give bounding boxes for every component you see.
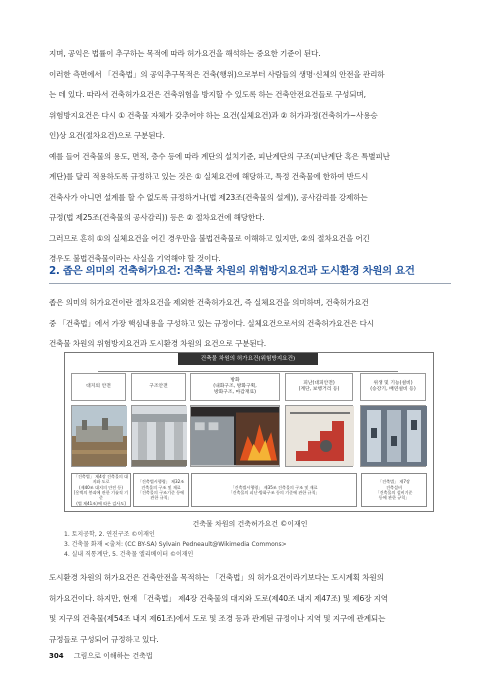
page-number: 304 bbox=[49, 652, 64, 660]
figure-column-facilities bbox=[360, 373, 426, 467]
text-line: 경우도 불법건축물이라는 사실을 기억해야 할 것이다. bbox=[49, 254, 221, 263]
credit-line: 1. 토지공학, 2. 연진구조 ©이재인 bbox=[64, 531, 155, 538]
column-label: 방화 (내화구조, 방화구획, 방화구조, 마감재료) bbox=[190, 373, 280, 401]
photo-structure-frame bbox=[131, 405, 186, 467]
text-line: 는 데 있다. 따라서 건축허가요건은 건축위험을 방지할 수 있도록 하는 건축안전요건들로 구성되며, bbox=[49, 90, 366, 99]
text-line: 중 「건축법」에서 가장 핵심내용을 구성하고 있는 규정이다. 실체요건으로서의 건축허가요건은 다시 bbox=[49, 318, 374, 328]
credit-line: 4. 실내 직통계단, 5. 건축물 엘리베이터 ©이재인 bbox=[64, 551, 194, 559]
text-line: 도시환경 차원의 허가요건은 건축안전을 목적하는 「건축법」의 허가요건이라기보다는 도시계획 차원의 bbox=[49, 573, 384, 582]
text-line: 규정(법 제25조(건축물의 공사감리)) 등은 ② 절차요건에 해당한다. bbox=[49, 213, 265, 222]
photo-site-retaining-wall bbox=[71, 405, 126, 467]
credit-line: 3. 건축물 화재 <출처: (CC BY-SA) Sylvain Pedneault@Wikimedia Commons> bbox=[64, 541, 287, 549]
photo-building-fire bbox=[190, 405, 280, 467]
heading-divider bbox=[49, 283, 451, 284]
text-line: 그러므로 흔히 ①의 실체요건을 어긴 경우만을 불법건축물로 이해하고 있지만, ②의 절차요건을 어긴 bbox=[49, 233, 370, 243]
section-heading: 2. 좁은 의미의 건축허가요건: 건축물 차원의 위험방지요건과 도시환경 차원의 요건 bbox=[49, 265, 415, 277]
figure-column-fire bbox=[190, 373, 280, 467]
column-label: 구조안전 bbox=[131, 373, 186, 401]
text-line: 좁은 의미의 허가요건이란 절차요건을 제외한 건축허가요건, 즉 실체요건을 의미하며, 건축허가요건 bbox=[49, 298, 369, 307]
photo-indoor-stairs bbox=[285, 405, 353, 467]
intro-paragraph bbox=[49, 44, 451, 270]
text-line: 허가요건이다. 하지만, 현재 「건축법」 제4장 건축물의 대지와 도로(제40조 내지 제47조) 및 제6장 지역 bbox=[49, 593, 388, 603]
body-paragraph bbox=[49, 293, 451, 355]
figure-title: 건축물 차원의 허가요건(위험방지요건) bbox=[178, 353, 318, 365]
figure-permit-requirements bbox=[64, 352, 434, 512]
connector-line bbox=[98, 371, 398, 372]
text-line: 예를 들어 건축물의 용도, 면적, 층수 등에 따라 계단의 설치기준, 피난계단의 구조(피난계단 혹은 특별피난 bbox=[49, 151, 390, 161]
text-line: 계단)를 달리 적용하도록 규정하고 있는 것은 ① 실체요건에 해당하고, 특정 건축물에 한하여 반드시 bbox=[49, 172, 369, 181]
text-line: 이러한 측면에서 「건축법」의 공익추구목적은 건축(행위)으로부터 사람들의 생명·신체의 안전을 관리하 bbox=[49, 69, 385, 79]
figure-note-structure: 「건축법시행령」 제32조 건축물의 구조 및 재료 「건축물의 구조기준 등에 관한 규칙」 bbox=[133, 473, 189, 507]
figure-note-site: 「건축법」 제4장 건축물의 대지와 도로 (제40조 대지의 안전 등) [옹벽의 붕괴에 관한 기술적 기준 (법 제41조)에 따른 검사도] bbox=[71, 473, 131, 507]
text-line: 지며, 공익은 법률이 추구하는 목적에 따라 허가요건을 해석하는 중요한 기준이 된다. bbox=[49, 49, 321, 58]
column-label: 위생 및 기능(설비) (승강기, 배연설비 등) bbox=[360, 373, 426, 401]
column-label: 대지의 안전 bbox=[71, 373, 126, 401]
text-line: 건축사가 아니면 설계를 할 수 없도록 규정하거나(법 제23조(건축물의 설계)), 공사감리를 강제하는 bbox=[49, 192, 368, 202]
text-line: 건축물 차원의 위험방지요건과 도시환경 차원의 요건으로 구분된다. bbox=[49, 339, 267, 348]
figure-column-site bbox=[71, 373, 126, 467]
figure-note-fire-evacuation: 「건축법시행령」 제35조 건축물의 구조 및 재료 「건축물의 피난·방화구조 등의 기준에 관한 규칙」 bbox=[191, 473, 357, 507]
closing-paragraph bbox=[49, 568, 451, 650]
text-line: 규정들로 구성되어 규정하고 있다. bbox=[49, 634, 159, 644]
figure-column-structure bbox=[131, 373, 186, 467]
figure-column-evacuation bbox=[285, 373, 353, 467]
page-footer bbox=[49, 651, 153, 661]
column-label: 피난(대피안전) (계단, 보행거리 등) bbox=[285, 373, 353, 401]
text-line: 및 지구의 건축물(제54조 내지 제61조)에서 도로 및 조경 등과 관계된 규정이나 지역 및 지구에 관계되는 bbox=[49, 614, 386, 623]
text-line: 인)상 요건(절차요건)으로 구분된다. bbox=[49, 131, 165, 140]
figure-note-facilities: 「건축법」 제7장 건축설비 「건축물의 설비기준 등에 관한 규칙」 bbox=[361, 473, 427, 507]
figure-caption: 건축물 차원의 건축허가요건 ©이재인 bbox=[192, 520, 308, 528]
figure-credits bbox=[64, 530, 287, 561]
book-title: 그림으로 이해하는 건축법 bbox=[73, 652, 153, 660]
photo-elevator bbox=[360, 405, 426, 467]
text-line: 위험방지요건은 다시 ① 건축물 자체가 갖추어야 하는 요건(실체요건)과 ② 허가과정(건축허가~사용승 bbox=[49, 110, 378, 120]
